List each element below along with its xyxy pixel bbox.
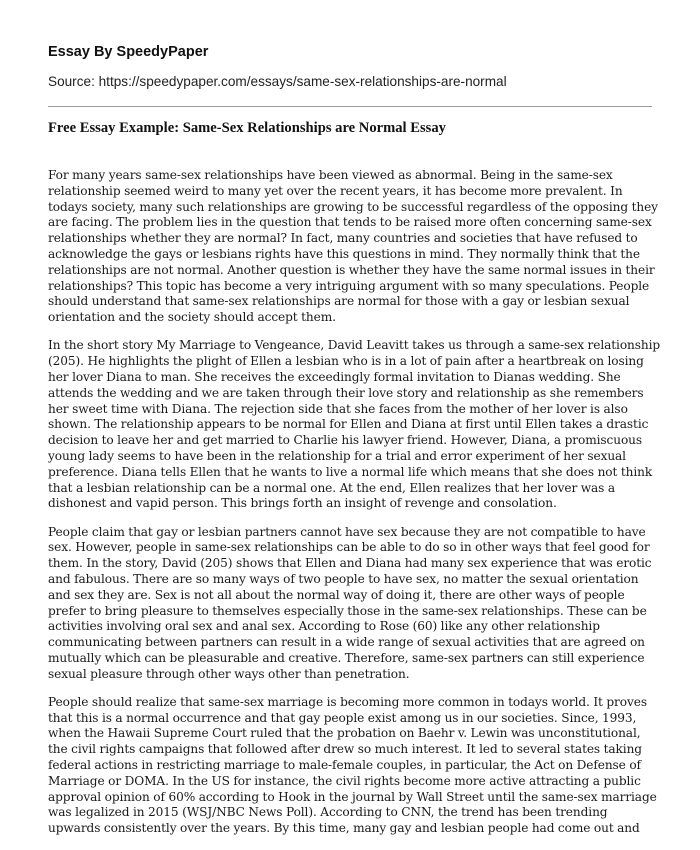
essay-title: Free Essay Example: Same-Sex Relationships are Normal Essay [48,120,446,136]
essay-body [48,168,662,849]
header-divider [48,106,652,107]
essay-paragraph: People claim that gay or lesbian partners cannot have sex because they are not compatible to have sex. However, people in same-sex relationships can be able to do so in other ways that feel good for them. In the story, David (205) shows that Ellen and Diana had many sex experience that was erotic and fabulous. There are so many ways of two people to have sex, no matter the sexual orientation and sex they are. Sex is not all about the normal way of doing it, there are other ways of people prefer to bring pleasure to themselves especially those in the same-sex relationships. These can be activities involving oral sex and anal sex. According to Rose (60) like any other relationship communicating between partners can result in a wide range of sexual activities that are agreed on mutually which can be pleasurable and creative. Therefore, same-sex partners can still experience sexual pleasure through other ways other than penetration. [48,524,652,681]
essay-paragraph: In the short story My Marriage to Vengeance, David Leavitt takes us through a same-sex relationship (205). He highlights the plight of Ellen a lesbian who is in a lot of pain after a heartbreak on losing her lover Diana to man. She receives the exceedingly formal invitation to Dianas wedding. She attends the wedding and we are taken through their love story and relationship as she remembers her sweet time with Diana. The rejection side that she faces from the mother of her lover is also shown. The relationship appears to be normal for Ellen and Diana at first until Ellen takes a drastic decision to leave her and get married to Charlie his lawyer friend. However, Diana, a promiscuous young lady seems to have been in the relationship for a trial and error experiment of her sexual preference. Diana tells Ellen that he wants to live a normal life which means that she does not think that a lesbian relationship can be a normal one. At the end, Ellen realizes that her lover was a dishonest and vapid person. This brings forth an insight of revenge and consolation. [48,338,661,511]
brand-heading: Essay By SpeedyPaper [48,44,209,60]
essay-paragraph: For many years same-sex relationships have been viewed as abnormal. Being in the same-sex relationship seemed weird to many yet over the recent years, it has become more prevalent. In todays society, many such relationships are growing to be successful regardless of the opposing they are facing. The problem lies in the question that tends to be raised more often concerning same-sex relationships whether they are normal? In fact, many countries and societies that have refused to acknowledge the gays or lesbians rights have this questions in mind. They normally think that the relationships are not normal. Another question is whether they have the same normal issues in their relationships? This topic has become a very intriguing argument with so many speculations. People should understand that same-sex relationships are normal for those with a gay or lesbian sexual orientation and the society should accept them. [48,168,658,325]
source-line: Source: https://speedypaper.com/essays/same-sex-relationships-are-normal [48,74,507,89]
essay-paragraph: People should realize that same-sex marriage is becoming more common in todays world. It proves that this is a normal occurrence and that gay people exist among us in our societies. Since, 1993, when the Hawaii Supreme Court ruled that the probation on Baehr v. Lewin was unconstitutional, the civil rights campaigns that followed after drew so much interest. It led to several states taking federal actions in restricting marriage to male-female couples, in particular, the Act on Defense of Marriage or DOMA. In the US for instance, the civil rights become more active attracting a public approval opinion of 60% according to Hook in the journal by Wall Street until the same-sex marriage was legalized in 2015 (WSJ/NBC News Poll). According to CNN, the trend has been trending upwards consistently over the years. By this time, many gay and lesbian people had come out and [48,694,657,836]
